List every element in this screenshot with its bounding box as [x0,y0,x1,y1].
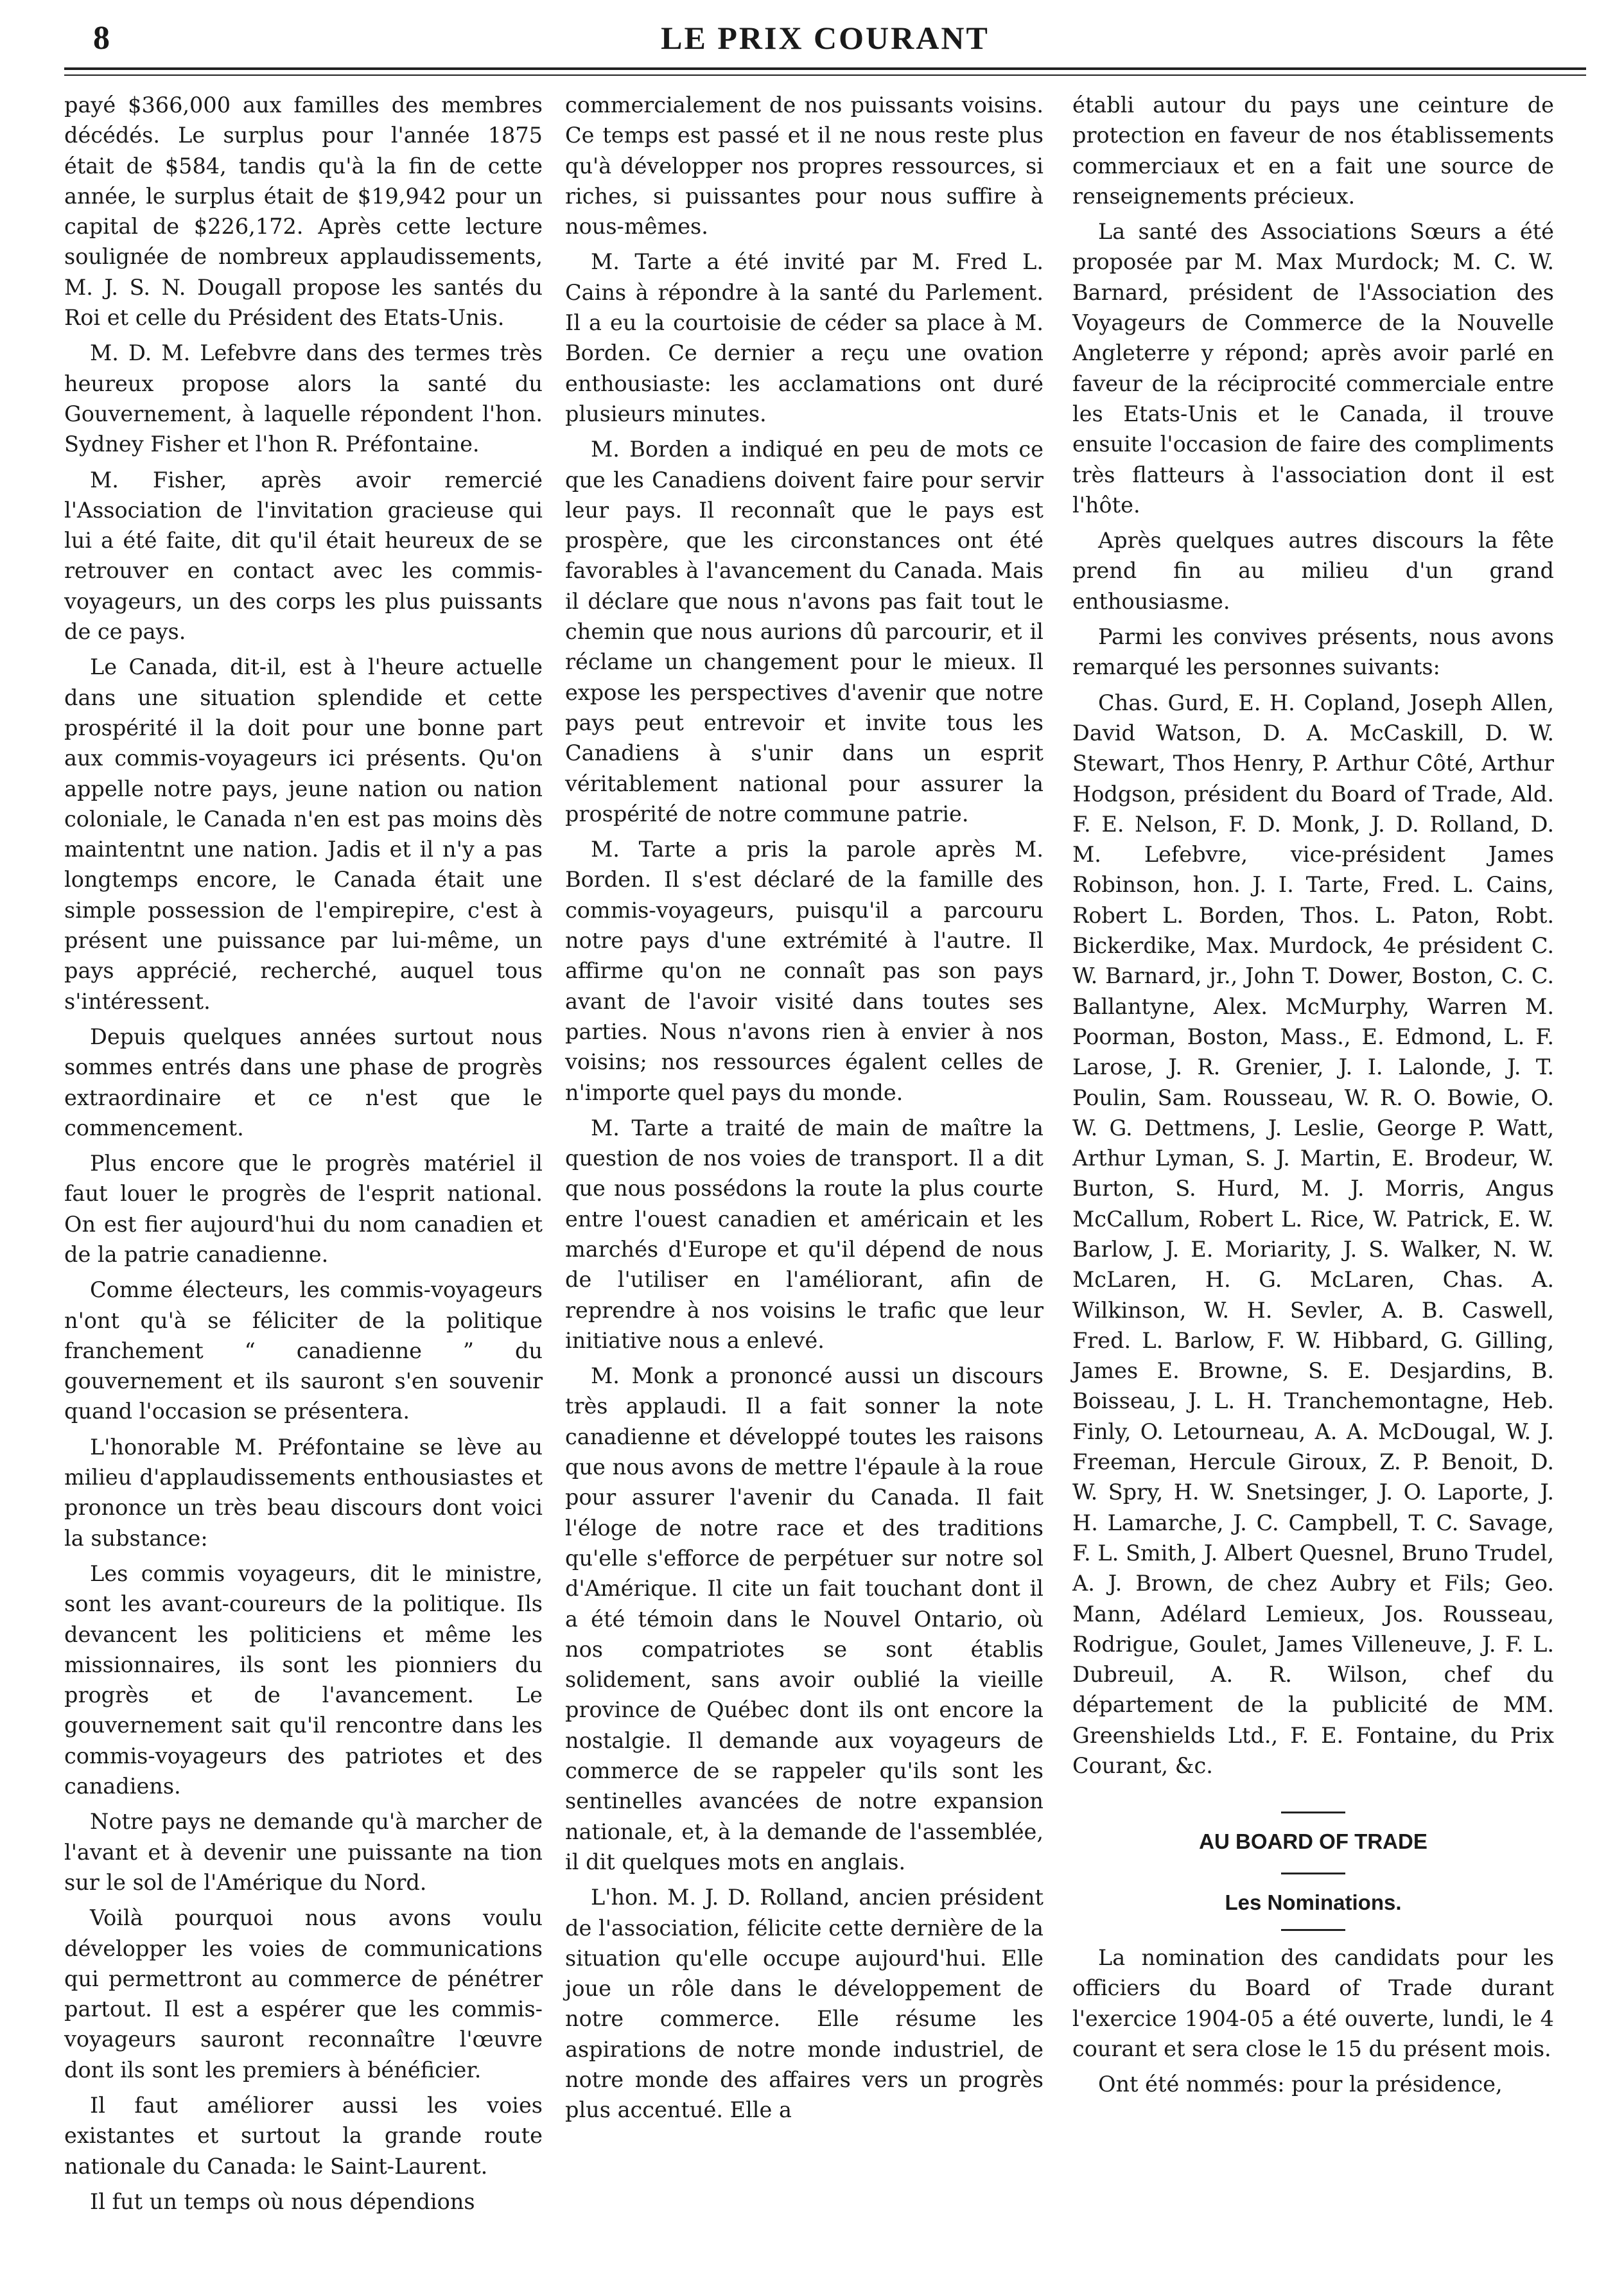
column-2 [565,90,1043,2131]
masthead-title: LE PRIX COURANT [661,20,990,56]
paragraph: Ont été nommés: pour la présidence, [1098,2072,1503,2097]
paragraph: Le Canada, dit-il, est à l'heure actuelle dans une situation splendide et cette prospérité il la doit pour une bonne part aux commis-voyageurs ici présents. Qu'on appelle notre pays, jeune nation ou nation coloniale, le Canada n'en est pas moins dès maintentnt une nation. Jadis et il n'y a pas longtemps encore, le Canada était une simple possession de l'empirepire, c'est à présent une puissance par lui-même, un pays apprécié, recherché, auquel tous s'intéressent. [64,654,543,1014]
paragraph: M. Tarte a pris la parole après M. Borden. Il s'est déclaré de la famille des commis-voyageurs, puisqu'il a parcouru notre pays d'une extrémité à l'autre. Il affirme qu'on ne connaît pas son pays avant de l'avoir visité dans toutes ses parties. Nous n'avons rien à envier à nos voisins; nos ressources égalent celles de n'importe quel pays du monde. [565,837,1043,1105]
header-rule-thin [64,74,1586,76]
paragraph: Les commis voyageurs, dit le ministre, sont les avant-coureurs de la politique. Ils devancent les politiciens et même les missionnaires, ils sont les pionniers du progrès et de l'avancement. Le gouvernement sait qu'il rencontre dans les commis-voyageurs des patriotes et des canadiens. [64,1560,543,1799]
page-header [64,19,1586,64]
paragraph: Depuis quelques années surtout nous sommes entrés dans une phase de progrès extraordinaire et ce n'est que le commencement. [64,1024,543,1140]
paragraph: M. D. M. Lefebvre dans des termes très heureux propose alors la santé du Gouvernement, à laquelle répondent l'hon. Sydney Fisher et l'hon R. Préfontaine. [64,340,543,457]
paragraph: La nomination des candidats pour les officiers du Board of Trade durant l'exercice 1904-05 a été ouverte, lundi, le 4 courant et sera close le 15 du présent mois. [1072,1944,1554,2061]
paragraph: M. Tarte a traité de main de maître la question de nos voies de transport. Il a dit que nous possédons la route la plus courte entre l'ouest canadien et américain et les marchés d'Europe et qu'il dépend de nous de l'utiliser en l'améliorant, afin de reprendre à nos voisins le trafic que leur initiative nous a enlevé. [565,1115,1043,1353]
paragraph: Plus encore que le progrès matériel il faut louer le progrès de l'esprit national. On est fier aujourd'hui du nom canadien et de la patrie canadienne. [64,1151,543,1267]
paragraph: Après quelques autres discours la fête prend fin au milieu d'un grand enthousiasme. [1072,528,1554,614]
paragraph: Voilà pourquoi nous avons voulu développer les voies de communications qui permettront au commerce de pénétrer partout. Il est a espérer que les commis-voyageurs sauront reconnaître l'œuvre dont ils sont les premiers à bénéficier. [64,1905,543,2083]
paragraph: M. Borden a indiqué en peu de mots ce que les Canadiens doivent faire pour servir leur pays. Il reconnaît que le pays est prospère, que les circonstances ont été favorables à l'avancement du Canada. Mais il déclare que nous n'avons pas fait tout le chemin que nous aurions dû parcourir, et il réclame un changement pour le mieux. Il expose les perspectives d'avenir que notre pays peut entrevoir et invite tous les Canadiens à s'unir dans un esprit véritablement national pour assurer la prospérité de notre commune patrie. [565,437,1043,826]
paragraph: M. Fisher, après avoir remercié l'Association de l'invitation gracieuse qui lui a été faite, dit qu'il était heureux de se retrouver en contact avec les commis-voyageurs, un des corps les plus puissants de ce pays. [64,467,543,645]
column-1 [64,90,543,2222]
paragraph: Parmi les convives présents, nous avons remarqué les personnes suivants: [1072,624,1554,680]
paragraph: payé $366,000 aux familles des membres décédés. Le surplus pour l'année 1875 était de $584, tandis qu'à la fin de cette année, le surplus était de $19,942 pour un capital de $226,172. Après cette lecture soulignée de nombreux applaudissements, M. J. S. N. Dougall propose les santés du Roi et celle du Président des Etats-Unis. [64,92,543,331]
paragraph: Il faut améliorer aussi les voies existantes et surtout la grande route nationale du Canada: le Saint-Laurent. [64,2093,543,2179]
paragraph: Il fut un temps où nous dépendions [90,2188,475,2214]
paragraph: Notre pays ne demande qu'à marcher de l'avant et à devenir une puissante na tion sur le sol de l'Amérique du Nord. [64,1809,543,1895]
guest-list: Chas. Gurd, E. H. Copland, Joseph Allen, David Watson, D. A. McCaskill, D. W. Stewart, Thos Henry, P. Arthur Côté, Arthur Hodgson, président du Board of Trade, Ald. F. E. Nelson, F. D. Monk, J. D. Rolland, D. M. Lefebvre, vice-président James Robinson, hon. J. I. Tarte, Fred. L. Cains, Robert L. Borden, Thos. L. Paton, Robt. Bickerdike, Max. Murdock, 4e président C. W. Barnard, jr., John T. Dower, Boston, C. C. Ballantyne, Alex. McMurphy, Warren M. Poorman, Boston, Mass., E. Edmond, L. F. Larose, J. R. Grenier, J. I. Lalonde, J. T. Poulin, Sam. Rousseau, W. R. O. Bowie, O. W. G. Dettmens, J. Leslie, George P. Watt, Arthur Lyman, S. J. Martin, E. Brodeur, W. Burton, S. Hurd, M. J. Morris, Angus McCallum, Robert L. Rice, W. Patrick, E. W. Barlow, J. E. Moriarity, J. S. Walker, N. W. McLaren, H. G. McLaren, Chas. A. Wilkinson, W. H. Sevler, A. B. Caswell, Fred. L. Barlow, F. W. Hibbard, G. Gilling, James E. Browne, S. E. Desjardins, B. Boisseau, J. L. H. Tranchemontagne, Heb. Finly, O. Letourneau, A. A. McDougal, W. J. Freeman, Hercule Giroux, Z. P. Benoit, D. W. Spry, H. W. Snetsinger, J. O. Laporte, J. H. Lamarche, J. C. Campbell, T. C. Savage, F. L. Smith, J. Albert Quesnel, Bruno Trudel, A. J. Brown, de chez Aubry et Fils; Geo. Mann, Adélard Lemieux, Jos. Rousseau, Rodrigue, Goulet, James Villeneuve, J. F. L. Dubreuil, A. R. Wilson, chef du département de la publicité de MM. Greenshields Ltd., F. E. Fontaine, du Prix Courant, &c. [1072,690,1554,1779]
paragraph: Comme électeurs, les commis-voyageurs n'ont qu'à se féliciter de la politique franchement “ canadienne ” du gouvernement et ils sauront s'en souvenir quand l'occasion se présentera. [64,1277,543,1424]
column-3 [1072,90,1554,2104]
header-rule-thick [64,67,1586,70]
section-title: AU BOARD OF TRADE [1199,1829,1428,1854]
paragraph: établi autour du pays une ceinture de protection en faveur de nos établissements commerciaux et en a fait une source de renseignements précieux. [1072,92,1554,209]
section-subtitle: Les Nominations. [1225,1890,1402,1914]
paragraph: L'honorable M. Préfontaine se lève au milieu d'applaudissements enthousiastes et prononce un très beau discours dont voici la substance: [64,1434,543,1551]
paragraph: M. Tarte a été invité par M. Fred L. Cains à répondre à la santé du Parlement. Il a eu la courtoisie de céder sa place à M. Borden. Ce dernier a reçu une ovation enthousiaste: les acclamations ont duré plusieurs minutes. [565,249,1043,426]
paragraph: M. Monk a prononcé aussi un discours très applaudi. Il a fait sonner la note canadienne et développé toutes les raisons que nous avons de mettre l'épaule à la roue pour assurer l'avenir du Canada. Il fait l'éloge de notre race et des traditions qu'elle s'efforce de perpétuer sur notre sol d'Amérique. Il cite un fait touchant dont il a été témoin dans le Nouvel Ontario, où nos compatriotes se sont établis solidement, sans avoir oublié la vieille province de Québec dont ils ont encore la nostalgie. Il demande aux voyageurs de commerce de se rappeler qu'ils sont les sentinelles avancées de notre expansion nationale, et, à la demande de l'assemblée, il dit quelques mots en anglais. [565,1363,1043,1874]
paragraph: L'hon. M. J. D. Rolland, ancien président de l'association, félicite cette dernière de la situation qu'elle occupe aujourd'hui. Elle joue un rôle dans le développement de notre commerce. Elle résume les aspirations de notre monde industriel, de notre monde des affaires vers un progrès plus accentué. Elle a [565,1885,1043,2123]
paragraph: La santé des Associations Sœurs a été proposée par M. Max Murdock; M. C. W. Barnard, président de l'Association des Voyageurs de Commerce de la Nouvelle Angleterre y répond; après avoir parlé en faveur de la réciprocité commerciale entre les Etats-Unis et le Canada, il trouve ensuite l'occasion de faire des compliments très flatteurs à l'association dont il est l'hôte. [1072,219,1554,518]
page-number: 8 [93,20,110,57]
paragraph: commercialement de nos puissants voisins. Ce temps est passé et il ne nous reste plus qu'à développer nos propres ressources, si riches, si puissantes pour nous suffire à nous-mêmes. [565,92,1043,240]
